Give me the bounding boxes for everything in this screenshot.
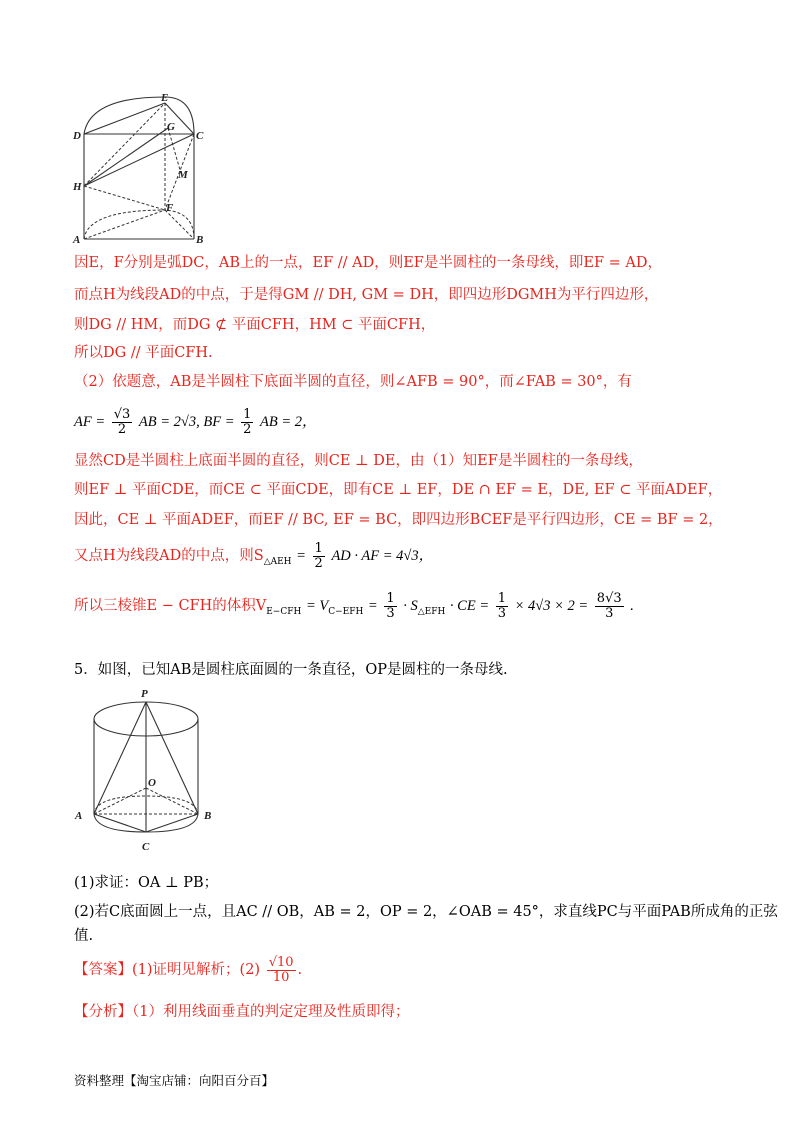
- label-h: H: [73, 181, 82, 193]
- frac-num: √3: [113, 406, 131, 422]
- label-m: M: [178, 169, 188, 181]
- times-expr: × 4√3 × 2 =: [514, 598, 589, 614]
- figure-cylinder: [70, 684, 230, 864]
- label-c: C: [196, 130, 204, 142]
- label-o: O: [148, 777, 156, 789]
- problem5-q2-cont: 值.: [74, 928, 94, 944]
- equals-v: = V: [305, 598, 329, 614]
- analysis-tag: 【分析】: [74, 1004, 132, 1020]
- edge-af: [84, 210, 165, 239]
- frac-num: 1: [243, 406, 252, 422]
- problem5-stem: 5．如图，已知AB是圆柱底面圆的一条直径，OP是圆柱的一条母线.: [74, 662, 508, 678]
- solution-line-1: 因E，F分别是弧DC，AB上的一点，EF // AD，则EF是半圆柱的一条母线，即EF = AD，: [74, 255, 662, 271]
- area-expr: AD · AF = 4√3，: [331, 548, 434, 564]
- top-arc: [84, 97, 194, 134]
- fraction-1-over-3: [496, 592, 508, 621]
- fraction-1-over-3: [384, 592, 396, 621]
- frac-den: 2: [117, 421, 127, 437]
- frac-den: 3: [386, 605, 395, 621]
- fraction-sqrt3-over-2: [112, 408, 133, 437]
- frac-den: 2: [314, 555, 323, 571]
- edge-cb: [146, 814, 198, 832]
- solution-line-10: [74, 534, 433, 584]
- label-a: A: [73, 234, 81, 246]
- period: .: [630, 598, 634, 614]
- label-d: D: [73, 130, 81, 142]
- frac-den: 3: [605, 605, 614, 621]
- fraction-sqrt10-over-10: [267, 956, 296, 985]
- edge-pb: [146, 702, 198, 814]
- subscript-cefh: C−EFH: [328, 606, 364, 617]
- frac-num: 1: [386, 590, 395, 606]
- af-expr: AF =: [74, 414, 106, 430]
- fraction-1-over-2: [241, 408, 253, 437]
- ab-expr: AB = 2√3, BF =: [138, 414, 235, 430]
- label-f: F: [166, 202, 174, 214]
- edge-he: [84, 103, 165, 186]
- frac-num: 1: [497, 590, 507, 606]
- edge-hg: [84, 128, 168, 186]
- subscript-tri: △AEH: [263, 556, 292, 567]
- frac-num: √10: [268, 954, 294, 970]
- analysis-text: （1）利用线面垂直的判定定理及性质即得；: [132, 1004, 410, 1020]
- dot-ce: · CE =: [449, 598, 490, 614]
- label-b: B: [196, 234, 204, 246]
- dot-s: · S: [403, 598, 418, 614]
- subscript-tri-efh: △EFH: [417, 606, 446, 617]
- edge-pa: [94, 702, 146, 814]
- frac-den: 3: [497, 605, 507, 621]
- frac-den: 10: [272, 969, 290, 985]
- frac-num: 8√3: [596, 590, 622, 606]
- solution-line-8: 则EF ⊥ 平面CDE，而CE ⊂ 平面CDE，即有CE ⊥ EF，DE ∩ EF = E，DE, EF ⊂ 平面ADEF，: [74, 482, 723, 498]
- label-b: B: [204, 810, 212, 822]
- midpoint-text: 又点H为线段AD的中点，则S: [74, 548, 264, 564]
- solution-line-11: [74, 584, 634, 634]
- frac-den: 2: [243, 421, 252, 437]
- edge-oa: [94, 788, 146, 814]
- solution-line-3: 则DG // HM，而DG ⊄ 平面CFH，HM ⊂ 平面CFH，: [74, 317, 436, 333]
- label-g: G: [167, 121, 175, 133]
- label-a: A: [75, 810, 83, 822]
- frac-num: 1: [314, 540, 323, 556]
- solution-line-4: 所以DG // 平面CFH.: [74, 345, 213, 361]
- solution-line-6: [74, 400, 317, 444]
- fraction-1-over-2: [313, 542, 325, 571]
- bottom-arc: [84, 210, 194, 239]
- label-c: C: [142, 841, 150, 853]
- solution-line-7: 显然CD是半圆柱上底面半圆的直径，则CE ⊥ DE，由（1）知EF是半圆柱的一条母线，: [74, 453, 643, 469]
- solution-line-5: （2）依题意，AB是半圆柱下底面半圆的直径，则∠AFB = 90°，而∠FAB = 30°，有: [74, 374, 632, 390]
- page-footer: 资料整理【淘宝店铺：向阳百分百】: [74, 1073, 275, 1088]
- analysis-line: [74, 1002, 409, 1022]
- edge-hf: [84, 186, 165, 210]
- edge-de: [84, 103, 165, 134]
- subscript-ecfh: E−CFH: [266, 606, 302, 617]
- fraction-8sqrt3-over-3: [595, 592, 624, 621]
- volume-text: 所以三棱锥E − CFH的体积V: [74, 598, 267, 614]
- figure-half-cylinder: [70, 92, 220, 252]
- solution-line-9: 因此，CE ⊥ 平面ADEF，而EF // BC, EF = BC，即四边形BCEF是平行四边形，CE = BF = 2，: [74, 512, 723, 528]
- equals: =: [367, 598, 378, 614]
- bf-expr: AB = 2，: [260, 414, 317, 430]
- answer-line: 【答案】(1)证明见解析；(2) $\frac{√10}{10}$ .: [74, 954, 303, 985]
- solution-line-2: 而点H为线段AD的中点，于是得GM // DH, GM = DH，即四边形DGMH为平行四边形，: [74, 287, 659, 303]
- equals: =: [296, 548, 306, 564]
- label-p: P: [141, 688, 148, 700]
- problem5-q1: (1)求证：OA ⊥ PB；: [74, 875, 219, 891]
- edge-fb: [165, 210, 194, 239]
- answer-text: (1)证明见解析；(2): [132, 962, 261, 978]
- label-e: E: [161, 92, 169, 104]
- edge-ac: [94, 814, 146, 832]
- problem5-q2: (2)若C底面圆上一点，且AC // OB，AB = 2，OP = 2，∠OAB = 45°，求直线PC与平面PAB所成角的正弦: [74, 904, 778, 920]
- answer-tag: 【答案】: [74, 962, 132, 978]
- edge-ob: [146, 788, 198, 814]
